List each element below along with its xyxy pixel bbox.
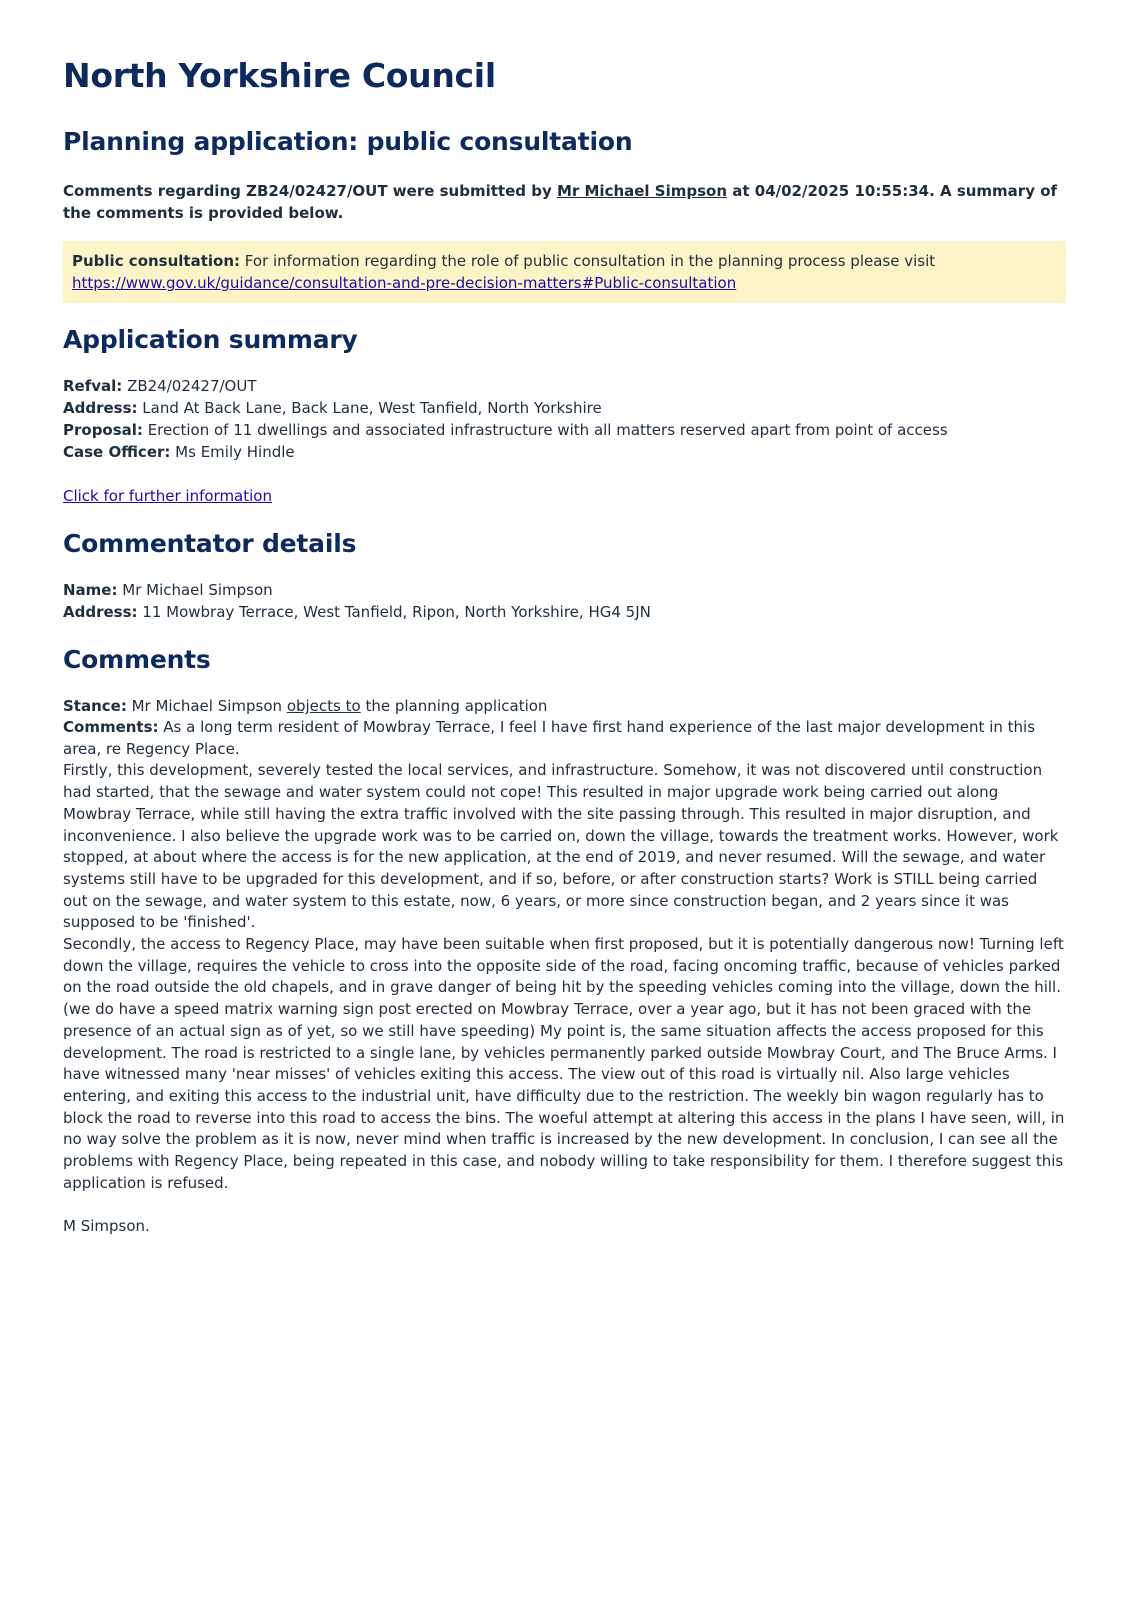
commentator-name-value: Mr Michael Simpson <box>117 581 273 599</box>
comments-label: Comments: <box>63 718 159 736</box>
notice-label: Public consultation: <box>72 252 241 270</box>
intro-suffix: at 04/02/2025 10:55:34. A summary of the comments is provided below. <box>63 182 1058 222</box>
refval-label: Refval: <box>63 377 123 395</box>
commentator-heading: Commentator details <box>63 529 357 558</box>
org-title: North Yorkshire Council <box>63 56 496 95</box>
stance-name: Mr Michael Simpson <box>126 697 287 715</box>
case-officer-label: Case Officer: <box>63 443 171 461</box>
comments-body <box>63 717 1066 1194</box>
application-summary <box>63 375 1066 463</box>
case-officer-row <box>63 441 1066 463</box>
refval-value: ZB24/02427/OUT <box>122 377 257 395</box>
proposal-label: Proposal: <box>63 421 143 439</box>
commentator-address-value: 11 Mowbray Terrace, West Tanfield, Ripon, North Yorkshire, HG4 5JN <box>137 603 651 621</box>
proposal-value: Erection of 11 dwellings and associated infrastructure with all matters reserved apart from point of access <box>142 421 948 439</box>
site-address-row <box>63 397 1066 419</box>
further-information-link[interactable]: Click for further information <box>63 487 272 505</box>
proposal-row <box>63 419 1066 441</box>
commentator-name-row <box>63 579 1066 601</box>
commentator-address-label: Address: <box>63 603 138 621</box>
site-address-value: Land At Back Lane, Back Lane, West Tanfield, North Yorkshire <box>137 399 602 417</box>
case-officer-value: Ms Emily Hindle <box>170 443 295 461</box>
stance-row <box>63 695 1066 717</box>
comments-text: As a long term resident of Mowbray Terrace, I feel I have first hand experience of the last major development in this area, re Regency Place. Firstly, this development, severely tested the local services, and infrastructure. Somehow, it was not discovered until construction had started, that the sewage and water system could not cope! This resulted in major upgrade work being carried out along Mowbray Terrace, while still having the extra traffic involved with the site passing through. This resulted in major disruption, and inconvenience. I also believe the upgrade work was to be carried on, down the village, towards the treatment works. However, work stopped, at about where the access is for the new application, at the end of 2019, and never resumed. Will the sewage, and water systems still have to be upgraded for this development, and if so, before, or after construction starts? Work is STILL being carried out on the sewage, and water system to this estate, now, 6 years, or more since construction began, and 2 years since it was supposed to be 'finished'. Secondly, the access to Regency Place, may have been suitable when first proposed, but it is potentially dangerous now! Turning left down the village, requires the vehicle to cross into the opposite side of the road, facing oncoming traffic, because of vehicles parked on the road outside the old chapels, and in grave danger of being hit by the speeding vehicles coming into the village, down the hill.(we do have a speed matrix warning sign post erected on Mowbray Terrace, over a year ago, but it has not been graced with the presence of an actual sign as of yet, so we still have speeding) My point is, the same situation affects the access proposed for this development. The road is restricted to a single lane, by vehicles permanently parked outside Mowbray Court, and The Bruce Arms. I have witnessed many 'near misses' of vehicles exiting this access. The view out of this road is virtually nil. Also large vehicles entering, and exiting this access to the industrial unit, have difficulty due to the restriction. The weekly bin wagon regularly has to block the road to reverse into this road to access the bins. The woeful attempt at altering this access in the plans I have seen, will, in no way solve the problem as it is now, never mind when traffic is increased by the new development. In conclusion, I can see all the problems with Regency Place, being repeated in this case, and nobody willing to take responsibility for them. I therefore suggest this application is refused. <box>63 718 1065 1192</box>
commentator-name-label: Name: <box>63 581 118 599</box>
further-info-row <box>63 485 1066 507</box>
stance-verb: objects to <box>286 697 361 715</box>
notice-text: For information regarding the role of public consultation in the planning process please visit <box>240 252 936 270</box>
refval-row <box>63 375 1066 397</box>
submission-intro <box>63 180 1066 224</box>
application-summary-heading: Application summary <box>63 325 358 354</box>
author-link[interactable]: Mr Michael Simpson <box>556 182 728 200</box>
comments-section <box>63 695 1066 1194</box>
commentator-details <box>63 579 1066 623</box>
stance-label: Stance: <box>63 697 127 715</box>
commentator-address-row <box>63 601 1066 623</box>
intro-prefix: Comments regarding ZB24/02427/OUT were submitted by <box>63 182 557 200</box>
signature: M Simpson. <box>63 1217 150 1236</box>
consultation-guidance-link[interactable]: https://www.gov.uk/guidance/consultation-and-pre-decision-matters#Public-consultation <box>72 274 737 292</box>
page-subtitle: Planning application: public consultation <box>63 127 633 156</box>
stance-rest: the planning application <box>360 697 548 715</box>
site-address-label: Address: <box>63 399 138 417</box>
comments-heading: Comments <box>63 645 211 674</box>
public-consultation-notice <box>63 241 1066 303</box>
